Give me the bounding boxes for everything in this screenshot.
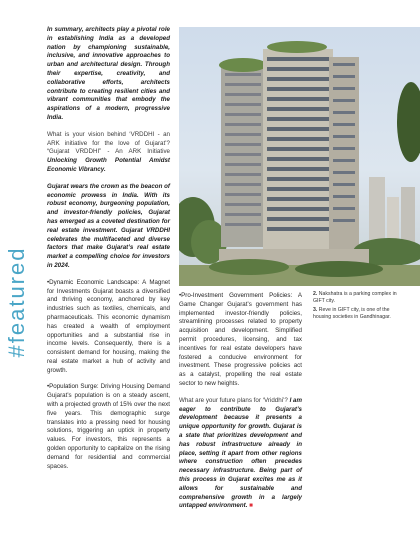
future-plans-question: What are your future plans for ‘Vriddhi’? [179, 396, 288, 404]
policies-body: A Game Changer Gujarat’s government has implemented investor-friendly policies, streamlining processes related to property acquisition and development. Simplified permit procedures, licensing, and tax incentives for real estate developers have fostered a conducive environment for investment. These progressive policies act as a catalyst, propelling the real estate sector to new heights. [179, 292, 302, 387]
tower-crown-garden [267, 41, 327, 53]
tower-photo [179, 27, 420, 286]
tower-illustration [179, 27, 420, 286]
caption-3-text: Reve in GIFT city, is one of the housing societies in Gandhinagar. [313, 307, 391, 321]
distant-building [369, 177, 385, 247]
ground-trees [209, 259, 289, 275]
tree-right [397, 82, 420, 162]
caption-3 [313, 307, 408, 321]
end-of-article-mark: ■ [249, 502, 253, 510]
vision-answer: Unlocking Growth Potential Amidst Economic Vibrancy. [47, 157, 170, 173]
future-plans-answer: I am eager to contribute to Gujarat’s development because it presents a unique opportunity for growth. Gujarat is a state that prioritizes development and has robust infrastructure already in place, setting it apart from other regions where construction often precedes necessary infrastructure. Being part of this process in Gujarat excites me as it allows for sustainable and comprehensive growth in a largely untapped environment. [179, 396, 302, 510]
economic-landscape-heading: •Dynamic Economic Landscape: [47, 278, 140, 286]
population-surge-heading: •Population Surge: [47, 383, 99, 391]
policies-heading: •Pro-Investment Government Policies: [179, 292, 293, 299]
distant-building-3 [401, 187, 415, 247]
caption-2-text: Nakshatra is a parking complex in GIFT city. [313, 291, 397, 305]
vision-question: What is your vision behind ‘VRDDHI - an ARK initiative for the love of Gujarat’? “Gujarat VRDDHI” - An ARK Initiative [47, 130, 170, 156]
caption-2 [313, 291, 408, 305]
photo-captions [313, 291, 408, 323]
rooftop-garden [219, 58, 267, 72]
population-surge-paragraph [47, 383, 170, 471]
summary-paragraph: In summary, architects play a pivotal role in establishing India as a developed nation by championing sustainable, inclusive, and innovative approaches to urban and architectural design. Through their expertise, creativity, and collaborative efforts, architects contribute to creating resilient cities and vibrant communities that embody the aspirations of a modern, progressive India. [47, 26, 170, 121]
main-tower-side [329, 57, 359, 254]
gujarat-crown-paragraph: Gujarat wears the crown as the beacon of economic prowess in India. With its robust economy, burgeoning population, and investor-friendly policies, Gujarat has emerged as a coveted destination for real estate investment. Gujarat VRDDHI celebrates the multifaceted and diverse factors that make Gujarat’s real estate market a compelling choice for investors in 2024. [47, 182, 170, 269]
caption-2-number: 2. [313, 291, 318, 297]
vision-paragraph [47, 131, 170, 175]
middle-text-column [179, 292, 302, 519]
population-surge-body: Driving Housing Demand Gujarat’s population is on a steady ascent, with a projected growth of 15% over the next five years. This demographic surge translates into a pressing need for housing solutions, triggering an uptick in property values. For investors, this represents a golden opportunity to capitalize on the rising demand for residential and commercial spaces. [47, 383, 170, 470]
section-label: #featured [4, 246, 29, 358]
ground-trees-2 [295, 261, 383, 277]
economic-landscape-paragraph [47, 279, 170, 376]
policies-paragraph [179, 292, 302, 389]
future-plans-paragraph [179, 397, 302, 511]
caption-3-number: 3. [313, 307, 318, 314]
economic-landscape-body: A Magnet for Investments Gujarat boasts a diversified and thriving economy, anchored by key industries such as textiles, chemicals, and pharmaceuticals. This economic dynamism has created a wealth of employment opportunities and a substantial rise in income levels. Consequently, there is a consistent demand for housing, making the real estate market a hub of activity and growth. [47, 278, 170, 374]
left-text-column [47, 26, 170, 479]
